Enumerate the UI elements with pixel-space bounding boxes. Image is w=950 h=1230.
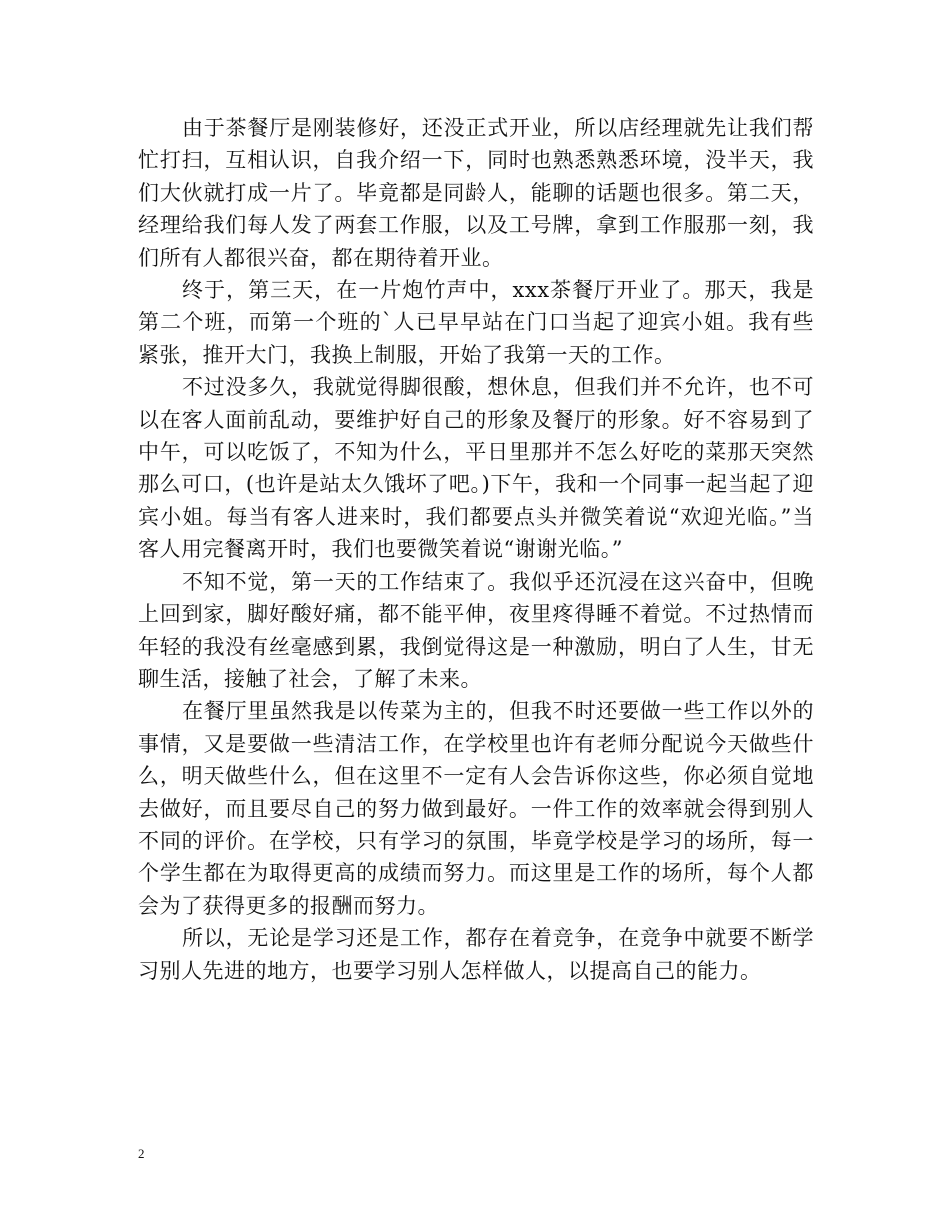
paragraph-6: 所以，无论是学习还是工作，都存在着竞争，在竞争中就要不断学习别人先进的地方，也要学习别人怎样做人，以提高自己的能力。 <box>138 926 814 983</box>
page-number: 2 <box>138 1146 145 1161</box>
paragraph-2: 终于，第三天，在一片炮竹声中，xxx茶餐厅开业了。那天，我是第二个班，而第一个班的`人已早早站在门口当起了迎宾小姐。我有些紧张，推开大门，我换上制服，开始了我第一天的工作。 <box>138 278 814 367</box>
paragraph-1: 由于茶餐厅是刚装修好，还没正式开业，所以店经理就先让我们帮忙打扫，互相认识，自我介绍一下，同时也熟悉熟悉环境，没半天，我们大伙就打成一片了。毕竟都是同龄人，能聊的话题也很多。第二天，经理给我们每人发了两套工作服，以及工号牌，拿到工作服那一刻，我们所有人都很兴奋，都在期待着开业。 <box>138 116 814 270</box>
paragraph-5: 在餐厅里虽然我是以传菜为主的，但我不时还要做一些工作以外的事情，又是要做一些清洁工作，在学校里也许有老师分配说今天做些什么，明天做些什么，但在这里不一定有人会告诉你这些，你必须自觉地去做好，而且要尽自己的努力做到最好。一件工作的效率就会得到别人不同的评价。在学校，只有学习的氛围，毕竟学校是学习的场所，每一个学生都在为取得更高的成绩而努力。而这里是工作的场所，每个人都会为了获得更多的报酬而努力。 <box>138 699 814 918</box>
document-body <box>138 112 814 987</box>
paragraph-3: 不过没多久，我就觉得脚很酸，想休息，但我们并不允许，也不可以在客人面前乱动，要维护好自己的形象及餐厅的形象。好不容易到了中午，可以吃饭了，不知为什么，平日里那并不怎么好吃的菜那天突然那么可口，(也许是站太久饿坏了吧。)下午，我和一个同事一起当起了迎宾小姐。每当有客人进来时，我们都要点头并微笑着说“欢迎光临。”当客人用完餐离开时，我们也要微笑着说“谢谢光临。” <box>138 375 814 562</box>
paragraph-4: 不知不觉，第一天的工作结束了。我似乎还沉浸在这兴奋中，但晚上回到家，脚好酸好痛，都不能平伸，夜里疼得睡不着觉。不过热情而年轻的我没有丝毫感到累，我倒觉得这是一种激励，明白了人生，甘无聊生活，接触了社会，了解了未来。 <box>138 569 814 691</box>
